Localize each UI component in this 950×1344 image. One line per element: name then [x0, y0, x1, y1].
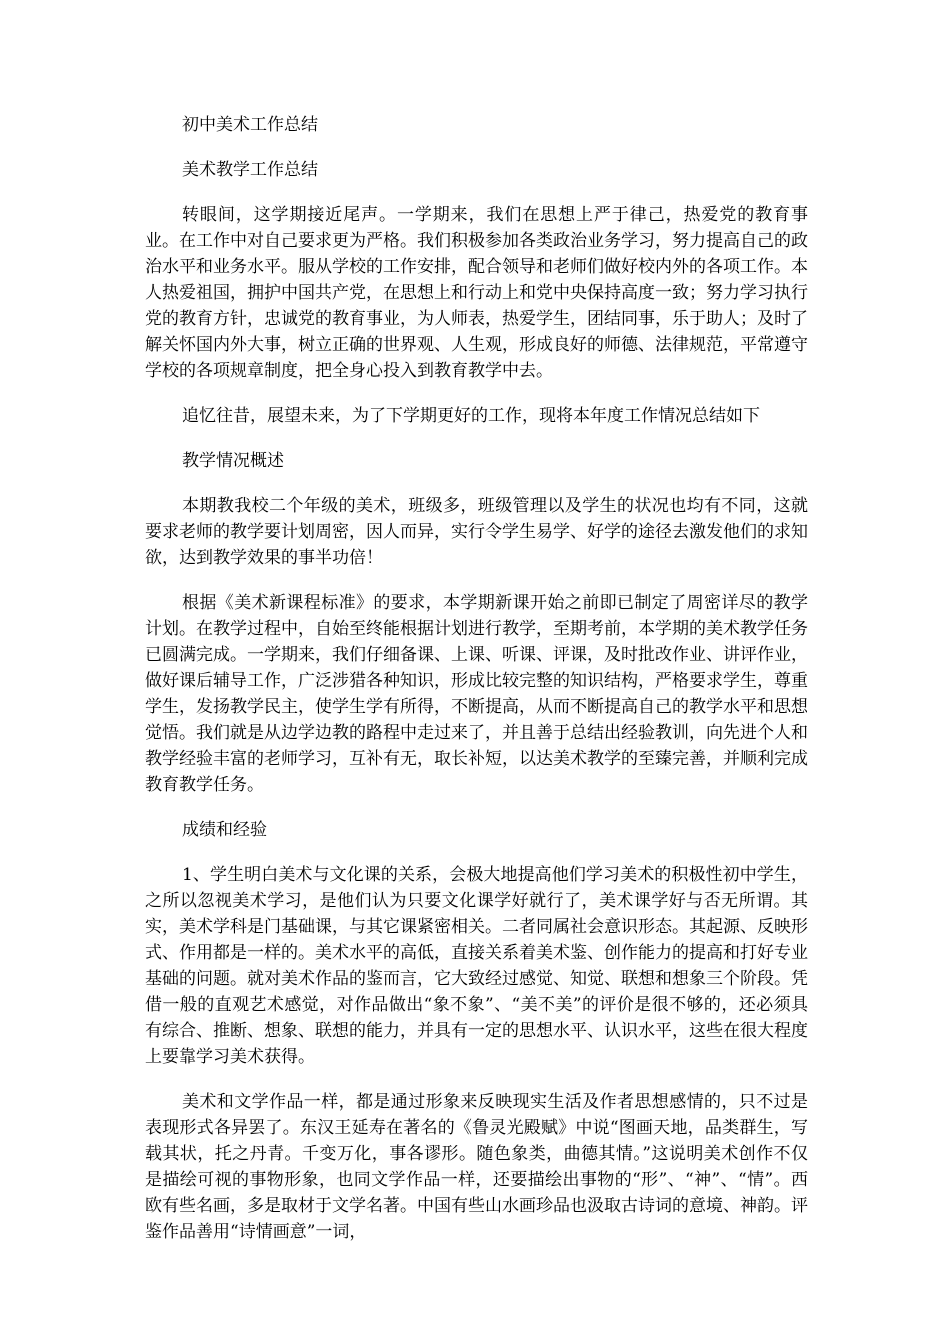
- paragraph-teaching-plan: 根据《美术新课程标准》的要求，本学期新课开始之前即已制定了周密详尽的教学计划。在教学过程中，自始至终能根据计划进行教学，至期考前，本学期的美术教学任务已圆满完成。一学期来，我们仔细备课、上课、听课、评课，及时批改作业、讲评作业，做好课后辅导工作，广泛涉猎各种知识，形成比较完整的知识结构，严格要求学生，尊重学生，发扬教学民主，使学生学有所得，不断提高，从而不断提高自己的教学水平和思想觉悟。我们就是从边学边教的路程中走过来了，并且善于总结出经验教训，向先进个人和教学经验丰富的老师学习，互补有无，取长补短，以达美术教学的至臻完善，并顺利完成教育教学任务。: [145, 593, 808, 795]
- paragraph-summary-lead: 追忆往昔，展望未来，为了下学期更好的工作，现将本年度工作情况总结如下: [182, 406, 760, 426]
- section-heading-teaching-overview: 教学情况概述: [182, 451, 284, 471]
- paragraph-art-and-literature: 美术和文学作品一样，都是通过形象来反映现实生活及作者思想感情的，只不过是表现形式各异罢了。东汉王延寿在著名的《鲁灵光殿赋》中说“图画天地，品类群生，写载其状，托之丹青。千变万化，事各谬形。随色象类，曲德其情。”这说明美术创作不仅是描绘可视的事物形象，也同文学作品一样，还要描绘出事物的“形”、“神”、“情”。西欧有些名画，多是取材于文学名著。中国有些山水画珍品也汲取古诗词的意境、神韵。评鉴作品善用“诗情画意”一词，: [145, 1092, 808, 1242]
- paragraph-art-and-culture: 1、学生明白美术与文化课的关系，会极大地提高他们学习美术的积极性初中学生，之所以忽视美术学习，是他们认为只要文化课学好就行了，美术课学好与否无所谓。其实，美术学科是门基础课，与其它课紧密相关。二者同属社会意识形态。其起源、反映形式、作用都是一样的。美术水平的高低，直接关系着美术鉴、创作能力的提高和打好专业基础的问题。就对美术作品的鉴而言，它大致经过感觉、知觉、联想和想象三个阶段。凭借一般的直观艺术感觉，对作品做出“象不象”、“美不美”的评价是很不够的，还必须具有综合、推断、想象、联想的能力，并具有一定的思想水平、认识水平，这些在很大程度上要靠学习美术获得。: [145, 865, 808, 1067]
- document-subtitle: 美术教学工作总结: [182, 160, 318, 180]
- document-title: 初中美术工作总结: [182, 115, 318, 135]
- paragraph-teaching-overview: 本期教我校二个年级的美术，班级多，班级管理以及学生的状况也均有不同，这就要求老师的教学要计划周密，因人而异，实行令学生易学、好学的途径去激发他们的求知欲，达到教学效果的事半功倍！: [145, 496, 808, 568]
- paragraph-intro: 转眼间，这学期接近尾声。一学期来，我们在思想上严于律己，热爱党的教育事业。在工作中对自己要求更为严格。我们积极参加各类政治业务学习，努力提高自己的政治水平和业务水平。服从学校的工作安排，配合领导和老师们做好校内外的各项工作。本人热爱祖国，拥护中国共产党，在思想上和行动上和党中央保持高度一致；努力学习执行党的教育方针，忠诚党的教育事业，为人师表，热爱学生，团结同事，乐于助人；及时了解关怀国内外大事，树立正确的世界观、人生观，形成良好的师德、法律规范，平常遵守学校的各项规章制度，把全身心投入到教育教学中去。: [145, 205, 808, 381]
- section-heading-achievements: 成绩和经验: [182, 820, 267, 840]
